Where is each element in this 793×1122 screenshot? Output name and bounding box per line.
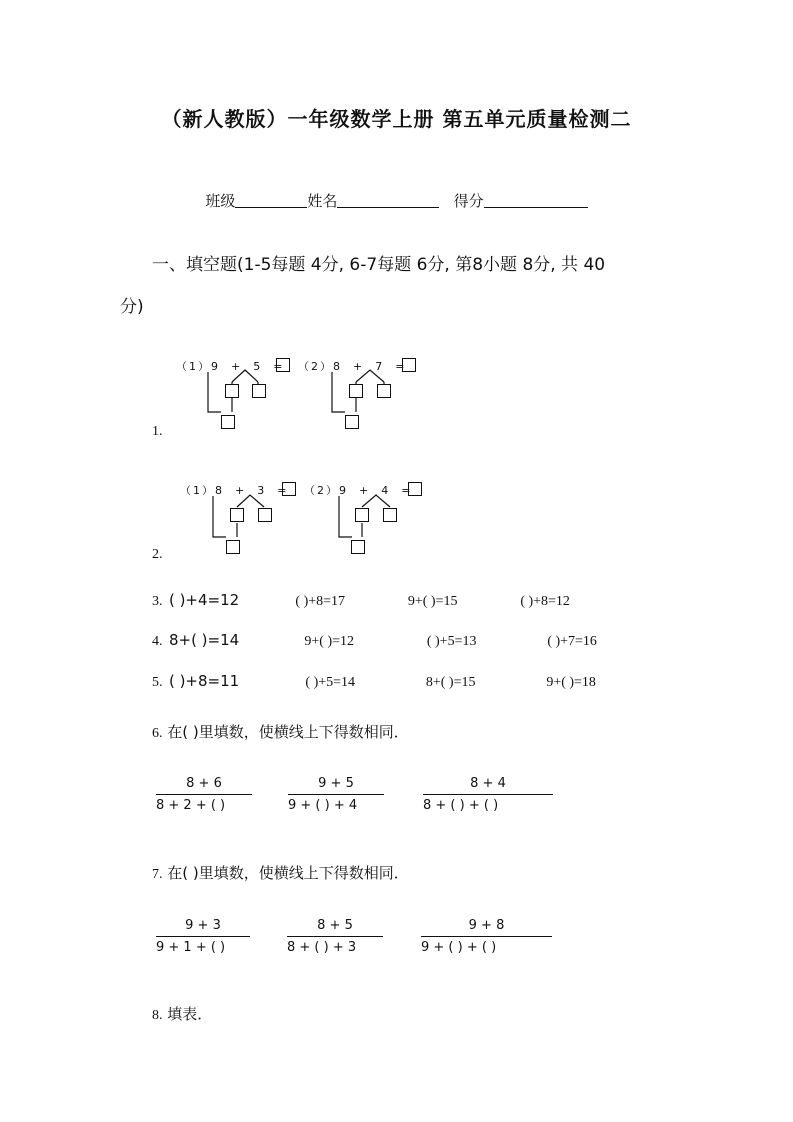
q7-frac-2-top: 8 + 5 (317, 918, 353, 933)
q5-number: 5. (152, 675, 163, 690)
q7-fraction-2 (287, 918, 383, 955)
q1-equation-1: （1）9 + 5 = (176, 360, 285, 373)
q1-equation-2: （2）8 + 7 = (298, 360, 407, 373)
name-label: 姓名 (307, 192, 338, 210)
q2-equation-2: （2）9 + 4 = (304, 484, 413, 497)
q2-box-split-b1[interactable] (355, 508, 369, 522)
section-1-heading-cont: 分) (120, 297, 144, 317)
q6-frac-1-bottom[interactable]: 8 + 2 + ( ) (156, 798, 226, 813)
q7-frac-3-top: 9 + 8 (468, 918, 505, 933)
q3-item-2[interactable]: ( )+8=17 (295, 594, 346, 609)
q3-item-1[interactable]: ( )+4=12 (168, 591, 240, 609)
q4-item-2[interactable]: 9+( )=12 (304, 634, 355, 649)
q7-frac-1-bottom[interactable]: 9 + 1 + ( ) (156, 940, 226, 955)
q8-instruction-row (152, 1003, 212, 1024)
question-5 (152, 672, 596, 691)
q7-fraction-1 (156, 918, 250, 955)
q6-instruction: 在( )里填数，使横线上下得数相同． (167, 723, 409, 741)
q6-frac-3-top: 8 + 4 (470, 776, 506, 791)
q6-frac-2-bottom[interactable]: 9 + ( ) + 4 (288, 798, 358, 813)
q6-number: 6. (152, 726, 163, 741)
q7-instruction-row (152, 862, 409, 883)
q2-box-split-a2[interactable] (258, 508, 272, 522)
q5-item-3[interactable]: 8+( )=15 (425, 675, 476, 690)
question-3 (152, 591, 570, 610)
q2-number: 2. (152, 547, 163, 562)
q1-number: 1. (152, 424, 163, 439)
question-4 (152, 631, 597, 650)
q2-box-sum-b[interactable] (351, 540, 365, 554)
q7-frac-1-top: 9 + 3 (185, 918, 221, 933)
q2-box-split-b2[interactable] (383, 508, 397, 522)
q3-item-4[interactable]: ( )+8=12 (520, 594, 570, 609)
q6-fraction-2 (288, 776, 384, 813)
q2-box-split-a1[interactable] (230, 508, 244, 522)
q5-item-1[interactable]: ( )+8=11 (168, 672, 240, 690)
q7-frac-2-bottom[interactable]: 8 + ( ) + 3 (287, 940, 357, 955)
q6-frac-1-top: 8 + 6 (186, 776, 222, 791)
q8-instruction: 填表． (167, 1005, 213, 1023)
score-label: 得分 (453, 192, 484, 210)
q6-instruction-row (152, 721, 409, 742)
class-label: 班级 (205, 192, 236, 210)
q6-fraction-3 (423, 776, 553, 813)
q6-fraction-1 (156, 776, 252, 813)
q3-number: 3. (152, 594, 163, 609)
q8-number: 8. (152, 1008, 163, 1023)
q5-item-2[interactable]: ( )+5=14 (305, 675, 356, 690)
q5-item-4[interactable]: 9+( )=18 (546, 675, 596, 690)
q7-fraction-3 (421, 918, 552, 955)
q6-frac-3-bottom[interactable]: 8 + ( ) + ( ) (423, 798, 499, 813)
q7-frac-3-bottom[interactable]: 9 + ( ) + ( ) (421, 940, 497, 955)
q3-item-3[interactable]: 9+( )=15 (407, 594, 458, 609)
q7-number: 7. (152, 867, 163, 882)
q4-number: 4. (152, 634, 163, 649)
q7-instruction: 在( )里填数，使横线上下得数相同． (167, 864, 409, 882)
q4-item-4[interactable]: ( )+7=16 (547, 634, 597, 649)
q2-box-sum-a[interactable] (226, 540, 240, 554)
document-title: （新人教版）一年级数学上册 第五单元质量检测二 (161, 107, 632, 131)
q2-equation-1: （1）8 + 3 = (180, 484, 289, 497)
section-1-heading: 一、填空题(1-5每题 4分, 6-7每题 6分, 第8小题 8分, 共 40 (152, 255, 606, 275)
q6-frac-2-top: 9 + 5 (318, 776, 354, 791)
q4-item-1[interactable]: 8+( )=14 (168, 631, 240, 649)
q4-item-3[interactable]: ( )+5=13 (426, 634, 477, 649)
